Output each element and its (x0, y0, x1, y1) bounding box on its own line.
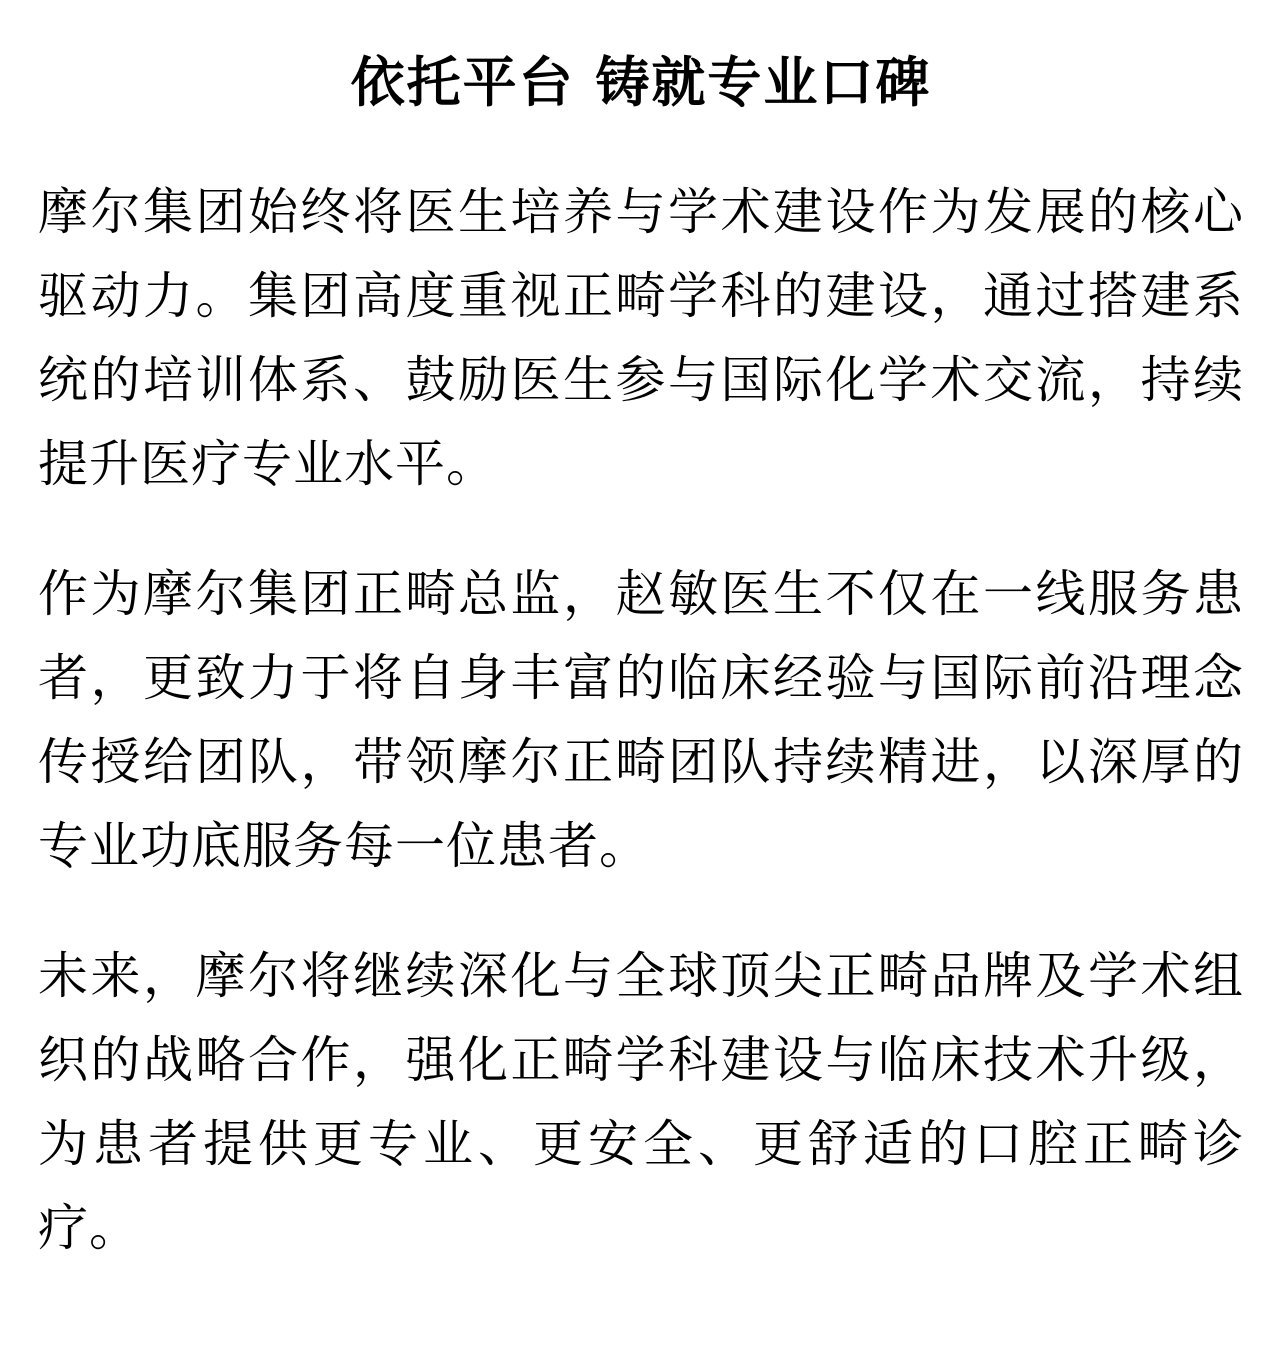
article (38, 0, 1244, 1270)
paragraph-1: 摩尔集团始终将医生培养与学术建设作为发展的核心驱动力。集团高度重视正畸学科的建设，通过搭建系统的培训体系、鼓励医生参与国际化学术交流，持续提升医疗专业水平。 (38, 183, 1244, 493)
article-title: 依托平台 铸就专业口碑 (350, 51, 932, 114)
paragraph-2: 作为摩尔集团正畸总监，赵敏医生不仅在一线服务患者，更致力于将自身丰富的临床经验与国际前沿理念传授给团队，带领摩尔正畸团队持续精进，以深厚的专业功底服务每一位患者。 (38, 565, 1244, 875)
paragraph-3: 未来，摩尔将继续深化与全球顶尖正畸品牌及学术组织的战略合作，强化正畸学科建设与临床技术升级，为患者提供更专业、更安全、更舒适的口腔正畸诊疗。 (38, 947, 1244, 1257)
